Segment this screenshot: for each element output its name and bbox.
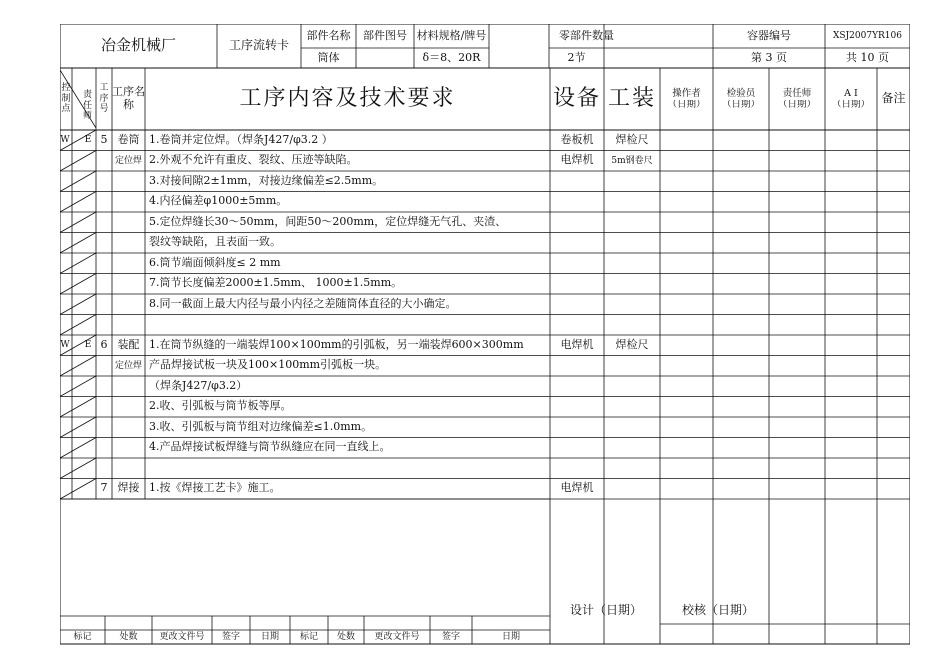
control-point-mark: W [60,135,70,146]
fixture-cell: 焊检尺 [615,132,649,146]
company-name: 冶金机械厂 [100,36,176,55]
total-pages: 共 10 页 [846,50,889,64]
material-value: δ＝8、20R [422,50,481,64]
process-number: 7 [100,481,108,495]
control-point-mark: W [60,340,70,351]
revision-label: 处数 [119,632,138,643]
operator-date-header: （日期） [667,100,706,110]
content-header: 工序内容及技术要求 [239,86,456,112]
process-card-sheet [60,24,910,645]
revision-label: 标记 [73,632,92,643]
row-diagonal [60,151,96,172]
vessel-no-label: 容器编号 [747,28,791,42]
row-diagonal [60,356,96,377]
process-requirement: 1.卷筒并定位焊。（焊条J427/φ3.2 ） [149,132,333,146]
row-diagonal [60,171,96,192]
revision-label: 日期 [501,632,520,643]
part-name-label: 部件名称 [306,28,351,42]
control-point-header: 控制点 [61,83,71,115]
row-diagonal [60,192,96,213]
process-requirement: 4.内径偏差φ1000±5mm。 [149,194,288,208]
process-requirement: 产品焊接试板一块及100×100mm引弧板一块。 [149,358,387,372]
process-no-header: 工序号 [99,83,109,115]
process-requirement: 5.定位焊缝长30～50mm，间距50～200mm，定位焊缝无气孔、夹渣、 [149,214,507,228]
row-diagonal [60,294,96,315]
process-requirement: 1.按《焊接工艺卡》施工。 [149,481,281,495]
vessel-no-value: XSJ2007YR106 [833,30,902,41]
revision-label: 签字 [221,632,240,643]
inspector-date-header: （日期） [721,100,760,110]
process-name: 定位焊 [114,155,142,166]
process-name: 定位焊 [114,360,142,371]
row-diagonal [60,315,96,336]
operator-header: 操作者 [672,88,701,100]
process-requirement: 8.同一截面上最大内径与最小内径之差随筒体直径的大小确定。 [149,296,457,310]
revision-label: 更改文件号 [374,632,420,643]
fixture-cell: 5m钢卷尺 [611,155,653,166]
row-diagonal [60,233,96,254]
row-diagonal [60,376,96,397]
equipment-cell: 卷板机 [560,132,594,146]
page-number: 第 3 页 [751,50,787,64]
ai-header: A I [844,88,858,100]
revision-label: 标记 [299,632,318,643]
row-diagonal [60,212,96,233]
part-drawing-label: 部件图号 [363,28,407,42]
row-diagonal [60,458,96,479]
process-requirement: 2.外观不允许有重皮、裂纹、压迹等缺陷。 [149,153,358,167]
responsible-header: 责任师 [82,90,92,122]
process-requirement: 1.在筒节纵缝的一端装焊100×100mm的引弧板，另一端装焊600×300mm [149,337,524,351]
process-name: 焊接 [117,481,140,495]
inspector-header: 检验员 [726,88,756,100]
equipment-cell: 电焊机 [560,153,594,167]
remarks-header: 备注 [881,91,906,106]
design-date-label: 设计（日期） [569,603,642,618]
fixture-header: 工装 [607,86,656,112]
process-requirement: 裂纹等缺陷，且表面一致。 [149,235,281,249]
process-requirement: （焊条J427/φ3.2） [149,378,248,392]
process-requirement: 7.筒节长度偏差2000±1.5mm、 1000±1.5mm。 [149,276,403,290]
equipment-header: 设备 [552,86,601,112]
row-diagonal [60,253,96,274]
responsible-eng-header: 责任师 [782,88,812,100]
material-label: 材料规格/牌号 [416,28,487,42]
process-requirement: 6.筒节端面倾斜度≤ 2 mm [149,255,281,269]
revision-label: 签字 [441,632,460,643]
card-title: 工序流转卡 [228,38,289,53]
revision-label: 日期 [260,632,279,643]
process-number: 6 [100,337,108,351]
process-name: 装配 [117,337,140,351]
row-diagonal [60,438,96,459]
process-name: 卷筒 [117,132,140,146]
revision-label: 处数 [336,632,355,643]
process-requirement: 4.产品焊接试板焊缝与筒节纵缝应在同一直线上。 [149,440,391,454]
row-diagonal [60,274,96,295]
equipment-cell: 电焊机 [560,481,594,495]
process-requirement: 3.收、引弧板与筒节组对边缘偏差≤1.0mm。 [149,419,373,433]
part-name-value: 筒体 [317,50,340,64]
control-point-mark-e: E [84,340,92,351]
process-requirement: 2.收、引弧板与筒节板等厚。 [149,399,292,413]
row-diagonal [60,417,96,438]
responsible-eng-date-header: （日期） [777,100,816,110]
fixture-cell: 焊检尺 [615,337,649,351]
row-diagonal [60,479,96,500]
quantity-value: 2节 [567,50,586,64]
equipment-cell: 电焊机 [560,337,594,351]
control-point-mark-e: E [84,135,92,146]
process-number: 5 [100,132,108,146]
process-requirement: 3.对接间隙2±1mm，对接边缘偏差≤2.5mm。 [149,173,384,187]
process-name-header: 工序名称 [112,85,145,111]
quantity-label: 零部件数量 [559,28,614,42]
row-diagonal [60,397,96,418]
ai-date-header: （日期） [831,100,870,110]
check-date-label: 校核（日期） [681,603,754,618]
revision-label: 更改文件号 [159,632,205,643]
